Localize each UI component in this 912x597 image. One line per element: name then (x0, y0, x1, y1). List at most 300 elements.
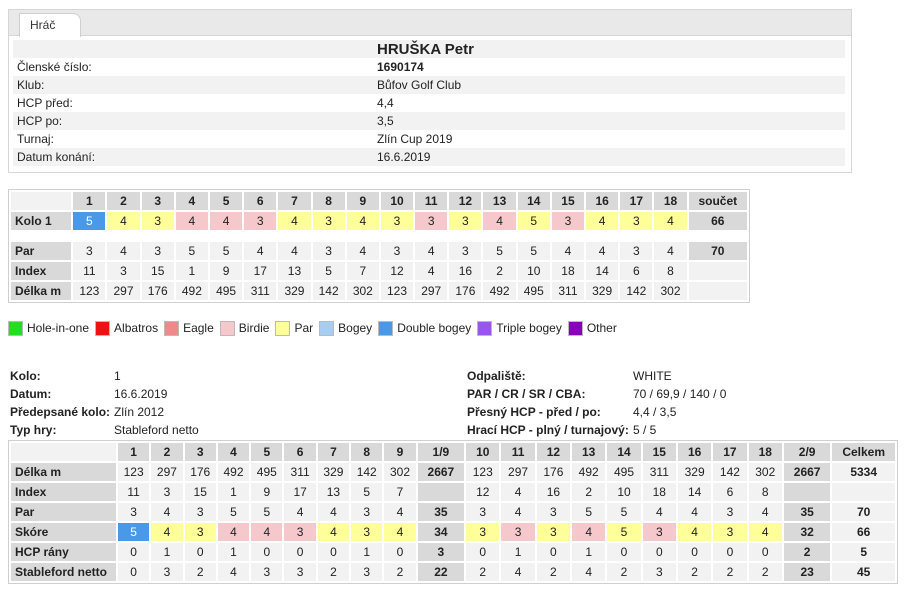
round-info-row (10, 367, 450, 385)
round-score-cell: 3 (313, 212, 345, 230)
summary-length-cell: 495 (518, 282, 550, 300)
hole-number: 13 (572, 443, 605, 461)
round-info-label: Kolo: (10, 369, 41, 383)
summary-index-cell: 9 (210, 262, 242, 280)
summary-length-cell: 297 (107, 282, 139, 300)
player-field-row (13, 94, 845, 112)
row-total: 5 (832, 543, 895, 561)
hole-number: 2 (151, 443, 182, 461)
detail-cell: 6 (713, 483, 746, 501)
spacer-cell (483, 232, 515, 240)
player-name-label-cell (13, 40, 373, 58)
player-field-row (13, 130, 845, 148)
legend-swatch (95, 321, 110, 336)
legend-swatch (275, 321, 290, 336)
hole-number: 14 (518, 192, 550, 210)
summary-length-cell: 142 (313, 282, 345, 300)
spacer-cell (107, 232, 139, 240)
detail-cell: 7 (384, 483, 415, 501)
detail-cell: 3 (251, 563, 282, 581)
detail-cell: 3 (713, 503, 746, 521)
hole-number: 7 (318, 443, 349, 461)
detail-row (11, 563, 895, 581)
summary-index-row (11, 262, 747, 280)
round-info-row (10, 403, 450, 421)
summary-par-cell: 4 (654, 242, 686, 260)
round-score-cell: 4 (347, 212, 379, 230)
detail-cell: 492 (572, 463, 605, 481)
player-field-row (13, 148, 845, 166)
summary-index-cell: 8 (654, 262, 686, 280)
legend-item (8, 321, 89, 336)
round-info-label: Typ hry: (10, 423, 57, 437)
detail-cell: 0 (537, 543, 570, 561)
summary-length-cell: 123 (381, 282, 413, 300)
row-total: 66 (832, 523, 895, 541)
hole-number: 18 (654, 192, 686, 210)
spacer-cell (142, 232, 174, 240)
detail-cell: 4 (501, 563, 534, 581)
front-nine-sum: 35 (418, 503, 464, 521)
round-info-label: Hrací HCP - plný / turnajový: (467, 423, 629, 437)
detail-cell: 5 (218, 503, 249, 521)
summary-length-cell: 302 (347, 282, 379, 300)
summary-index-label: Index (11, 262, 71, 280)
hole-number: 8 (313, 192, 345, 210)
round-info-value: 1 (114, 369, 121, 383)
detail-cell: 14 (678, 483, 711, 501)
detail-cell: 4 (318, 523, 349, 541)
detail-cell: 123 (118, 463, 149, 481)
detail-cell: 4 (678, 523, 711, 541)
detail-cell: 4 (284, 503, 315, 521)
detail-cell: 17 (284, 483, 315, 501)
front-nine-sum: 22 (418, 563, 464, 581)
round-info-label: Přesný HCP - před / po: (467, 405, 601, 419)
detail-cell: 0 (118, 543, 149, 561)
round-info-label: PAR / CR / SR / CBA: (467, 387, 586, 401)
player-name: HRUŠKA Petr (377, 40, 474, 58)
round-score-cell: 3 (142, 212, 174, 230)
detail-row (11, 483, 895, 501)
detail-cell: 297 (151, 463, 182, 481)
detail-cell: 4 (151, 503, 182, 521)
summary-index-total (689, 262, 747, 280)
player-field-row (13, 112, 845, 130)
legend-label: Birdie (238, 321, 270, 335)
detail-cell: 3 (501, 523, 534, 541)
player-field-value: Zlín Cup 2019 (377, 132, 453, 146)
hole-number: 2 (107, 192, 139, 210)
detail-cell: 3 (351, 563, 382, 581)
tab-player[interactable]: Hráč (19, 13, 81, 37)
legend-swatch (164, 321, 179, 336)
detail-cell: 4 (643, 503, 676, 521)
spacer-cell (415, 232, 447, 240)
summary-length-label: Délka m (11, 282, 71, 300)
round-score-cell: 3 (415, 212, 447, 230)
summary-index-cell: 6 (620, 262, 652, 280)
summary-par-cell: 3 (620, 242, 652, 260)
detail-cell: 1 (351, 543, 382, 561)
legend-item (275, 321, 313, 336)
detail-cell: 0 (318, 543, 349, 561)
legend-label: Eagle (183, 321, 214, 335)
detailed-scorecard (8, 440, 898, 584)
summary-spacer-row (11, 232, 747, 240)
summary-par-cell: 4 (347, 242, 379, 260)
summary-index-cell: 5 (313, 262, 345, 280)
detail-row-label: Par (11, 503, 116, 521)
legend-swatch (220, 321, 235, 336)
round-info-label: Datum: (10, 387, 52, 401)
summary-length-cell: 492 (176, 282, 208, 300)
spacer-cell (689, 232, 747, 240)
round-score-cell: 4 (210, 212, 242, 230)
round-info-row (10, 385, 450, 403)
summary-par-total: 70 (689, 242, 747, 260)
round-info-value: 4,4 / 3,5 (633, 405, 677, 419)
hole-number: 3 (142, 192, 174, 210)
detail-cell: 0 (466, 543, 499, 561)
detail-cell: 0 (251, 543, 282, 561)
legend-item (220, 321, 270, 336)
detail-cell: 3 (151, 563, 182, 581)
detail-cell: 4 (678, 503, 711, 521)
detail-cell: 142 (713, 463, 746, 481)
hole-number: 9 (384, 443, 415, 461)
hole-number: 7 (278, 192, 310, 210)
detail-cell: 4 (501, 483, 534, 501)
front-nine-sum (418, 483, 464, 501)
hole-number: 15 (643, 443, 676, 461)
detail-cell: 3 (151, 483, 182, 501)
round-score-cell: 3 (381, 212, 413, 230)
back-nine-sum: 23 (784, 563, 830, 581)
detail-cell: 0 (185, 543, 216, 561)
hole-number: 17 (713, 443, 746, 461)
round-score-cell: 3 (244, 212, 276, 230)
detail-cell: 3 (643, 523, 676, 541)
legend-swatch (8, 321, 23, 336)
detail-row (11, 463, 895, 481)
player-field-row (13, 58, 845, 76)
detail-cell: 3 (643, 563, 676, 581)
hole-number: 13 (483, 192, 515, 210)
detail-row (11, 543, 895, 561)
summary-index-cell: 16 (449, 262, 481, 280)
summary-par-cell: 3 (73, 242, 105, 260)
detail-cell: 12 (466, 483, 499, 501)
total-header: Celkem (832, 443, 895, 461)
legend-swatch (319, 321, 334, 336)
hole-number: 16 (586, 192, 618, 210)
legend-label: Double bogey (397, 321, 472, 335)
legend-swatch (378, 321, 393, 336)
detail-cell: 4 (218, 563, 249, 581)
round-info-value: 5 / 5 (633, 423, 657, 437)
detail-cell: 4 (384, 523, 415, 541)
round-info-value: 70 / 69,9 / 140 / 0 (633, 387, 727, 401)
detail-cell: 3 (351, 523, 382, 541)
summary-par-row (11, 242, 747, 260)
detail-cell: 142 (351, 463, 382, 481)
summary-par-label: Par (11, 242, 71, 260)
summary-scorecard (8, 189, 750, 303)
hole-number: 6 (244, 192, 276, 210)
player-field-label: HCP po: (13, 112, 373, 130)
spacer-cell (552, 232, 584, 240)
row-total: 5334 (832, 463, 895, 481)
summary-header-row (11, 192, 747, 210)
summary-index-cell: 11 (73, 262, 105, 280)
detail-cell: 3 (185, 503, 216, 521)
player-field-value: 4,4 (377, 96, 394, 110)
summary-index-cell: 10 (518, 262, 550, 280)
detail-cell: 495 (251, 463, 282, 481)
detail-cell: 302 (749, 463, 782, 481)
legend-item (568, 321, 617, 336)
detail-cell: 1 (501, 543, 534, 561)
detail-cell: 15 (185, 483, 216, 501)
summary-length-cell: 142 (620, 282, 652, 300)
detail-cell: 0 (749, 543, 782, 561)
summary-length-total (689, 282, 747, 300)
back-nine-sum: 32 (784, 523, 830, 541)
row-total: 45 (832, 563, 895, 581)
summary-par-cell: 4 (278, 242, 310, 260)
detail-cell: 10 (607, 483, 640, 501)
round-info-row (467, 421, 897, 439)
detail-cell: 8 (749, 483, 782, 501)
detail-cell: 4 (384, 503, 415, 521)
spacer-cell (244, 232, 276, 240)
summary-index-cell: 2 (483, 262, 515, 280)
summary-length-cell: 176 (449, 282, 481, 300)
round-score-cell: 3 (449, 212, 481, 230)
back-nine-sum (784, 483, 830, 501)
hole-number: 8 (351, 443, 382, 461)
detail-cell: 3 (351, 503, 382, 521)
summary-length-cell: 492 (483, 282, 515, 300)
summary-round-row (11, 212, 747, 230)
hole-number: 1 (118, 443, 149, 461)
row-total (832, 483, 895, 501)
summary-par-cell: 3 (381, 242, 413, 260)
player-field-label: HCP před: (17, 96, 73, 110)
summary-par-cell: 5 (176, 242, 208, 260)
detail-corner-cell (11, 443, 116, 461)
detail-cell: 3 (537, 523, 570, 541)
summary-par-cell: 4 (586, 242, 618, 260)
legend-item (378, 321, 471, 336)
detail-cell: 3 (185, 523, 216, 541)
player-field-value: Bůfov Golf Club (373, 76, 845, 94)
hole-number: 11 (415, 192, 447, 210)
round-total: 66 (689, 212, 747, 230)
round-score-cell: 4 (586, 212, 618, 230)
round-info-left (10, 367, 450, 439)
detail-cell: 4 (749, 523, 782, 541)
round-info-label: Předepsané kolo: (10, 405, 111, 419)
player-field-value: 3,5 (373, 112, 845, 130)
detail-cell: 2 (678, 563, 711, 581)
detail-cell: 302 (384, 463, 415, 481)
detail-cell: 1 (218, 543, 249, 561)
spacer-cell (278, 232, 310, 240)
detail-cell: 495 (607, 463, 640, 481)
detail-cell: 329 (678, 463, 711, 481)
summary-length-row (11, 282, 747, 300)
summary-index-cell: 1 (176, 262, 208, 280)
detail-cell: 311 (643, 463, 676, 481)
spacer-cell (347, 232, 379, 240)
summary-length-cell: 495 (210, 282, 242, 300)
hole-number: 11 (501, 443, 534, 461)
round-info-value: WHITE (633, 369, 672, 383)
legend-item (477, 321, 562, 336)
spacer-cell (654, 232, 686, 240)
summary-index-cell: 3 (107, 262, 139, 280)
detail-cell: 5 (607, 503, 640, 521)
player-panel (8, 9, 852, 173)
legend-label: Hole-in-one (27, 321, 90, 335)
round-score-cell: 3 (552, 212, 584, 230)
detail-cell: 4 (572, 523, 605, 541)
round-score-cell: 5 (73, 212, 105, 230)
spacer-cell (620, 232, 652, 240)
legend-swatch (477, 321, 492, 336)
detail-cell: 4 (572, 563, 605, 581)
detail-cell: 4 (749, 503, 782, 521)
legend-label: Bogey (338, 321, 373, 335)
back-nine-sum: 35 (784, 503, 830, 521)
detail-cell: 4 (318, 503, 349, 521)
round-score-cell: 3 (620, 212, 652, 230)
detail-row-label: Stableford netto (11, 563, 116, 581)
round-score-cell: 4 (176, 212, 208, 230)
summary-index-cell: 13 (278, 262, 310, 280)
detail-cell: 4 (501, 503, 534, 521)
spacer-cell (586, 232, 618, 240)
detail-cell: 16 (537, 483, 570, 501)
hole-number: 10 (466, 443, 499, 461)
hole-number: 5 (251, 443, 282, 461)
spacer-cell (210, 232, 242, 240)
summary-par-cell: 3 (449, 242, 481, 260)
detail-cell: 0 (284, 543, 315, 561)
player-field-value: 16.6.2019 (373, 148, 845, 166)
legend-label: Triple bogey (496, 321, 562, 335)
summary-par-cell: 4 (415, 242, 447, 260)
front-nine-sum: 34 (418, 523, 464, 541)
legend-label: Albatros (114, 321, 159, 335)
summary-index-cell: 12 (381, 262, 413, 280)
detail-cell: 5 (351, 483, 382, 501)
player-field-label: Turnaj: (17, 132, 54, 146)
detail-cell: 176 (537, 463, 570, 481)
summary-total-header: součet (689, 192, 747, 210)
detail-cell: 3 (466, 523, 499, 541)
front-nine-header: 1/9 (418, 443, 464, 461)
round-info-value: Zlín 2012 (114, 405, 165, 419)
detail-cell: 4 (218, 523, 249, 541)
round-score-cell: 5 (518, 212, 550, 230)
detail-cell: 0 (607, 543, 640, 561)
summary-par-cell: 3 (142, 242, 174, 260)
detail-cell: 297 (501, 463, 534, 481)
player-field-row (13, 76, 845, 94)
summary-corner-cell (11, 192, 71, 210)
round-info-value: Stableford netto (114, 423, 199, 437)
hole-number: 4 (176, 192, 208, 210)
score-legend (8, 319, 623, 337)
detail-cell: 2 (384, 563, 415, 581)
hole-number: 5 (210, 192, 242, 210)
hole-number: 1 (73, 192, 105, 210)
detail-cell: 0 (384, 543, 415, 561)
hole-number: 6 (284, 443, 315, 461)
round-info-row (467, 403, 897, 421)
spacer-cell (518, 232, 550, 240)
summary-index-cell: 14 (586, 262, 618, 280)
summary-index-cell: 18 (552, 262, 584, 280)
detail-cell: 0 (118, 563, 149, 581)
detail-cell: 11 (118, 483, 149, 501)
detail-row (11, 503, 895, 521)
hole-number: 12 (537, 443, 570, 461)
detail-cell: 3 (466, 503, 499, 521)
round-info-value: 16.6.2019 (114, 387, 168, 401)
front-nine-sum: 2667 (418, 463, 464, 481)
detail-cell: 4 (251, 523, 282, 541)
detail-cell: 0 (643, 543, 676, 561)
legend-label: Other (586, 321, 617, 335)
detail-cell: 2 (713, 563, 746, 581)
summary-par-cell: 4 (244, 242, 276, 260)
detail-row-label: Index (11, 483, 116, 501)
round-score-cell: 4 (654, 212, 686, 230)
player-field-label: Klub: (13, 76, 373, 94)
row-total: 70 (832, 503, 895, 521)
detail-cell: 3 (118, 503, 149, 521)
detail-cell: 13 (318, 483, 349, 501)
player-field-label: Datum konání: (13, 148, 373, 166)
summary-par-cell: 5 (210, 242, 242, 260)
summary-index-cell: 17 (244, 262, 276, 280)
detail-cell: 5 (607, 523, 640, 541)
detail-cell: 5 (251, 503, 282, 521)
spacer-cell (449, 232, 481, 240)
round-info-label: Odpaliště: (467, 369, 526, 383)
hole-number: 18 (749, 443, 782, 461)
detail-cell: 5 (572, 503, 605, 521)
summary-index-cell: 15 (142, 262, 174, 280)
hole-number: 12 (449, 192, 481, 210)
detail-cell: 2 (318, 563, 349, 581)
summary-length-cell: 329 (278, 282, 310, 300)
legend-label: Par (294, 321, 314, 335)
detail-cell: 5 (118, 523, 149, 541)
detail-cell: 3 (713, 523, 746, 541)
back-nine-header: 2/9 (784, 443, 830, 461)
spacer-cell (11, 232, 71, 240)
detail-cell: 1 (218, 483, 249, 501)
round-label: Kolo 1 (11, 212, 71, 230)
detail-row-label: Délka m (11, 463, 116, 481)
summary-length-cell: 302 (654, 282, 686, 300)
detail-cell: 9 (251, 483, 282, 501)
